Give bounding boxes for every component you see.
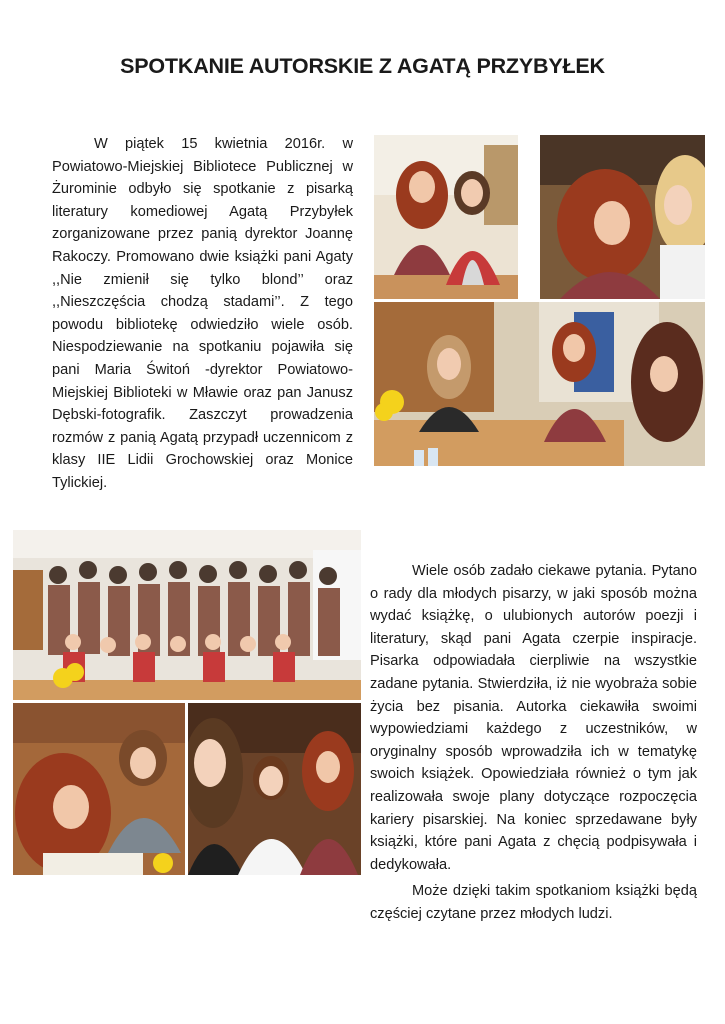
intro-paragraph: W piątek 15 kwietnia 2016r. w Powiatowo-Miejskiej Bibliotece Publicznej w Żurominie odbyło się spotkanie z pisarką literatury komediowej Agatą Przybyłek zorganizowane przez panią dyrektor Joannę Rakoczy. Promowano dwie książki pani Agaty ,,Nie zmienił się tylko blond’’ oraz ,,Nieszczęścia chodzą stadami’’. Z tego powodu bibliotekę odwiedziło wiele osób. Niespodziewanie na spotkaniu pojawiła się pani Maria Świtoń -dyrektor Powiatowo-Miejskiej Biblioteki w Mławie oraz pan Janusz Dębski-fotografik. Zaszczyt prowadzenia rozmów z panią Agatą przypadł uczennicom z klasy IIE Lidii Grochowskiej oraz Monice Tylickiej. <box>52 136 353 491</box>
page-title: SPOTKANIE AUTORSKIE Z AGATĄ PRZYBYŁEK <box>120 54 605 78</box>
photo-interview-table <box>374 302 705 466</box>
photo-author-signing <box>540 135 705 299</box>
photo-group <box>13 530 361 700</box>
questions-paragraph: Wiele osób zadało ciekawe pytania. Pytano o rady dla młodych pisarzy, w jaki sposób można wydać książkę, o ulubionych autorów poezji i literatury, skąd pani Agata czerpie inspiracje. Pisarka odpowiadała cierpliwie na wszystkie zadane pytania. Stwierdziła, iż nie wyobraża sobie życia bez pisania. Autorka ciekawiła swoimi wypowiedziami każdego z uczestników, w oryginalny sposób wprowadziła ich w tematykę swoich książek. Opowiedziała również o tym jak realizowała swoje plany dotyczące rozpoczęcia kariery pisarskiej. Na koniec sprzedawane były książki, które pani Agata z chęcią podpisywała i dedykowała. <box>370 563 697 873</box>
photo-author-with-girl <box>374 135 518 299</box>
photo-signing-book <box>13 703 185 875</box>
closing-paragraph: Może dzięki takim spotkaniom książki będą częściej czytane przez młodych ludzi. <box>370 883 697 922</box>
photo-three-women <box>188 703 361 875</box>
